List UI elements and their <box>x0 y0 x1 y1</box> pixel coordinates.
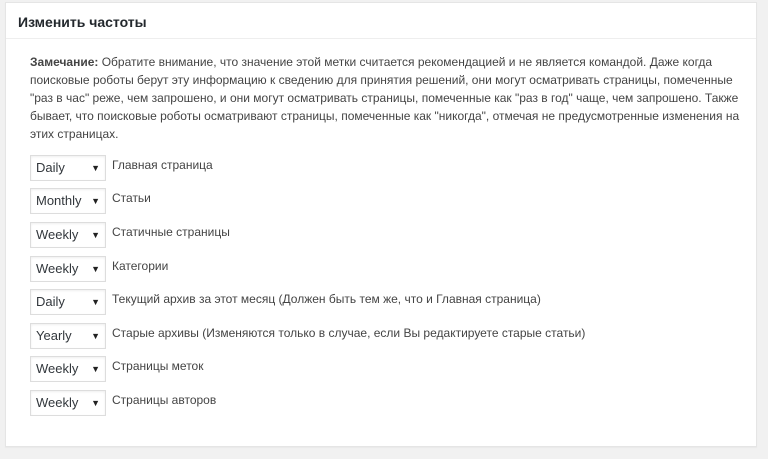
frequency-label-tag-pages: Страницы меток <box>112 359 204 374</box>
change-frequencies-panel <box>5 2 757 447</box>
chevron-down-icon: ▼ <box>91 229 100 240</box>
frequency-row-static-pages <box>30 218 744 252</box>
frequency-label-old-archives: Старые архивы (Изменяются только в случае, если Вы редактируете старые статьи) <box>112 325 586 340</box>
frequency-label-posts: Статьи <box>112 191 151 206</box>
select-value: Monthly <box>36 193 82 209</box>
frequency-row-tag-pages <box>30 353 744 387</box>
frequency-select-static-pages[interactable] <box>30 222 106 248</box>
chevron-down-icon: ▼ <box>91 263 100 274</box>
panel-header <box>6 3 756 39</box>
select-value: Daily <box>36 159 65 175</box>
chevron-down-icon: ▼ <box>91 364 100 375</box>
frequency-label-home: Главная страница <box>112 157 213 172</box>
frequency-label-static-pages: Статичные страницы <box>112 224 230 239</box>
chevron-down-icon: ▼ <box>91 330 100 341</box>
frequency-row-home <box>30 151 744 185</box>
select-value: Weekly <box>36 226 79 242</box>
select-value: Weekly <box>36 394 79 410</box>
frequency-select-author-pages[interactable] <box>30 390 106 416</box>
frequency-select-posts[interactable] <box>30 188 106 214</box>
select-value: Daily <box>36 294 65 310</box>
chevron-down-icon: ▼ <box>91 196 100 207</box>
chevron-down-icon: ▼ <box>91 297 100 308</box>
frequency-row-categories <box>30 252 744 286</box>
frequency-label-current-archive: Текущий архив за этот месяц (Должен быть тем же, что и Главная страница) <box>112 292 541 307</box>
note-label: Замечание: <box>30 55 99 69</box>
frequency-label-categories: Категории <box>112 258 169 273</box>
note <box>30 53 742 143</box>
select-value: Weekly <box>36 260 79 276</box>
frequency-select-tag-pages[interactable] <box>30 356 106 382</box>
frequency-row-old-archives <box>30 319 744 353</box>
note-text: Обратите внимание, что значение этой метки считается рекомендацией и не является командой. Даже когда поисковые роботы берут эту информацию к сведению для принятия решений, они могут осматривать страницы, помеченные "раз в час" реже, чем запрошено, и они могут осматривать страницы, помеченные как "раз в год" чаще, чем запрошено. Также бывает, что поисковые роботы осматривают страницы, помеченные как "никогда", отмечая не предусмотренные изменения на этих страницах. <box>30 55 740 141</box>
chevron-down-icon: ▼ <box>91 397 100 408</box>
frequency-row-current-archive <box>30 285 744 319</box>
select-value: Weekly <box>36 361 79 377</box>
frequency-select-old-archives[interactable] <box>30 323 106 349</box>
panel-title: Изменить частоты <box>18 14 147 30</box>
frequency-list <box>30 151 744 420</box>
frequency-select-home[interactable] <box>30 155 106 181</box>
chevron-down-icon: ▼ <box>91 162 100 173</box>
panel-body <box>6 39 756 420</box>
frequency-label-author-pages: Страницы авторов <box>112 392 217 407</box>
frequency-row-posts <box>30 185 744 219</box>
frequency-select-categories[interactable] <box>30 256 106 282</box>
frequency-select-current-archive[interactable] <box>30 289 106 315</box>
select-value: Yearly <box>36 327 72 343</box>
frequency-row-author-pages <box>30 386 744 420</box>
